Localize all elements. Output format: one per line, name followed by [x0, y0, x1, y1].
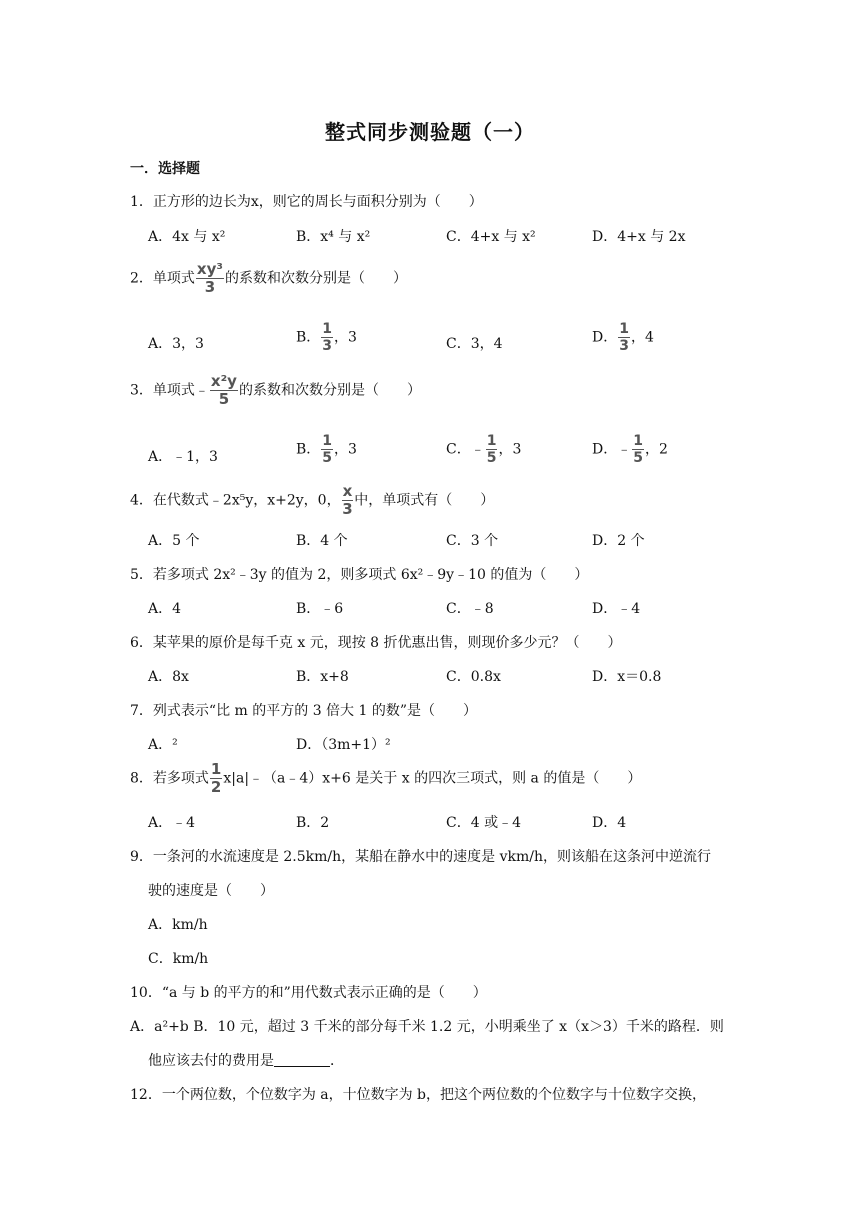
q6-option-d: D．x＝0.8: [592, 669, 662, 685]
monomial-fraction: $\frac{x}{3}$: [342, 482, 353, 518]
document-title: 整式同步测验题（一）: [325, 120, 535, 144]
q6-option-c: C．0.8x: [446, 669, 501, 685]
q6-option-b: B．x+8: [296, 669, 349, 685]
q7-option-a: A．²: [148, 737, 178, 753]
question-10-line-3: 他应该去付的费用是 ．: [148, 1053, 344, 1069]
q4-option-d: D．2 个: [592, 533, 645, 549]
q1-option-c: C．4+x 与 x²: [446, 229, 536, 245]
q7-option-d: D．（3m+1）²: [296, 737, 391, 753]
q1-option-d: D．4+x 与 2x: [592, 229, 686, 245]
question-4: 4．在代数式﹣2x⁵y，x+2y，0， $\frac{x}{3}$ 中，单项式有（ ）: [130, 482, 495, 518]
q5-option-b: B．﹣6: [296, 601, 344, 617]
question-9-line-1: 9．一条河的水流速度是 2.5km/h，某船在静水中的速度是 vkm/h，则该船在这条河中逆流行: [130, 849, 711, 865]
q9-option-c: C．km/h: [148, 951, 209, 967]
q1-option-b: B．x⁴ 与 x²: [296, 229, 371, 245]
q2-option-a: A．3，3: [148, 336, 204, 352]
monomial-fraction: $\frac{\text{x²y}}{5}$: [210, 372, 237, 408]
q3-option-d: D．﹣ $\frac{1}{5}$ ，2: [592, 433, 668, 466]
q5-option-c: C．﹣8: [446, 601, 494, 617]
q4-option-b: B．4 个: [296, 533, 348, 549]
q8-option-a: A．﹣4: [148, 815, 196, 831]
question-3: 3．单项式﹣ $\frac{\text{x²y}}{5}$ 的系数和次数分别是（ ）: [130, 372, 421, 408]
q1-option-a: A．4x 与 x²: [148, 229, 226, 245]
question-12: 12．一个两位数，个位数字为 a，十位数字为 b，把这个两位数的个位数字与十位数字交换，: [130, 1087, 707, 1103]
q4-option-a: A．5 个: [148, 533, 200, 549]
q2-option-c: C．3，4: [446, 336, 503, 352]
q3-option-a: A．﹣1，3: [148, 449, 218, 465]
q5-option-a: A．4: [148, 601, 182, 617]
question-6: 6．某苹果的原价是每千克 x 元，现按 8 折优惠出售，则现价多少元？（ ）: [130, 635, 622, 651]
q6-option-a: A．8x: [148, 669, 189, 685]
question-7: 7．列式表示“比 m 的平方的 3 倍大 1 的数”是（ ）: [130, 703, 478, 719]
question-9-line-2: 驶的速度是（ ）: [148, 883, 274, 899]
q2-option-b: B． $\frac{1}{3}$ ，3: [296, 321, 357, 354]
q3-option-b: B． $\frac{1}{5}$ ，3: [296, 433, 357, 466]
q8-option-d: D．4: [592, 815, 627, 831]
q8-option-b: B．2: [296, 815, 330, 831]
question-5: 5．若多项式 2x²﹣3y 的值为 2，则多项式 6x²﹣9y﹣10 的值为（ ）: [130, 567, 589, 583]
question-2: 2．单项式 $\frac{\text{xy³}}{3}$ 的系数和次数分别是（ ）: [130, 260, 407, 296]
q2-option-d: D． $\frac{1}{3}$ ，4: [592, 321, 654, 354]
q9-option-a: A．km/h: [148, 917, 208, 933]
monomial-fraction: $\frac{\text{xy³}}{3}$: [196, 260, 223, 296]
section-heading: 一．选择题: [130, 161, 200, 177]
question-10: 10．“a 与 b 的平方的和”用代数式表示正确的是（ ）: [130, 985, 487, 1001]
q8-option-c: C．4 或﹣4: [446, 815, 521, 831]
coefficient-fraction: $\frac{1}{2}$: [210, 760, 222, 796]
question-10-line-2: A．a²+b B．10 元，超过 3 千米的部分每千米 1.2 元，小明乘坐了 x（x＞3）千米的路程．则: [130, 1019, 724, 1035]
q4-option-c: C．3 个: [446, 533, 499, 549]
answer-blank: [274, 1054, 330, 1067]
question-1: 1．正方形的边长为x，则它的周长与面积分别为（ ）: [130, 194, 483, 210]
question-8: 8．若多项式 $\frac{1}{2}$ x|a|﹣（a﹣4）x+6 是关于 x 的四次三项式，则 a 的值是（ ）: [130, 760, 642, 796]
q5-option-d: D．﹣4: [592, 601, 641, 617]
q3-option-c: C．﹣ $\frac{1}{5}$ ，3: [446, 433, 522, 466]
